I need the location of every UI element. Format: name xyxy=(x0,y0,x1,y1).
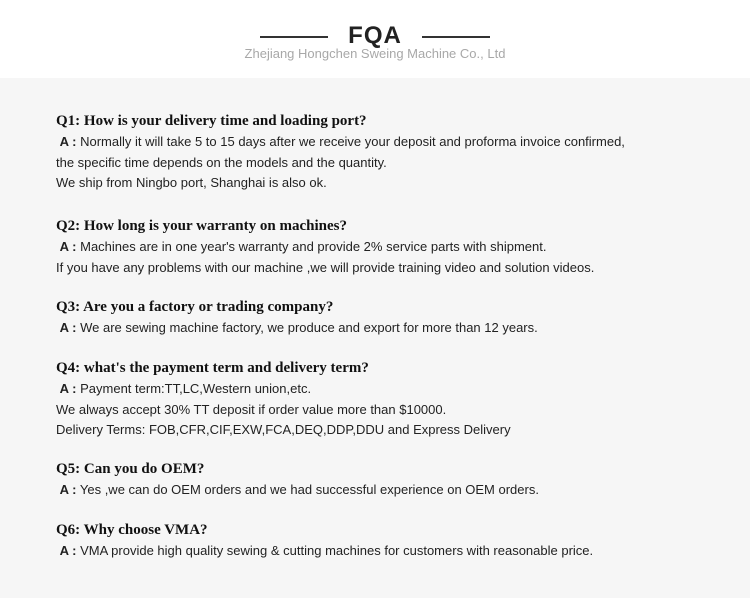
answer-prefix: A : xyxy=(59,320,77,335)
faq-answer-line: the specific time depends on the models and the quantity. xyxy=(56,154,387,170)
faq-question: Q1: How is your delivery time and loading port? xyxy=(56,113,367,129)
answer-text: Normally it will take 5 to 15 days after we receive your deposit and proforma invoice confirmed, xyxy=(80,134,625,149)
page-title: FQA xyxy=(348,22,402,49)
faq-item-6 xyxy=(56,520,736,562)
answer-prefix: A : xyxy=(59,543,77,558)
faq-question: Q3: Are you a factory or trading company? xyxy=(56,299,334,315)
faq-answer-line: We ship from Ningbo port, Shanghai is also ok. xyxy=(56,175,327,190)
answer-text: Payment term:TT,LC,Western union,etc. xyxy=(80,381,312,396)
answer-text: VMA provide high quality sewing & cutting machines for customers with reasonable price. xyxy=(80,543,594,558)
faq-item-1 xyxy=(56,111,736,194)
answer-prefix: A : xyxy=(59,482,77,497)
page-header xyxy=(0,0,750,78)
faq-question: Q2: How long is your warranty on machines? xyxy=(56,218,347,234)
faq-answer-line xyxy=(56,237,736,258)
faq-panel xyxy=(0,78,750,598)
faq-answer-line: If you have any problems with our machine ,we will provide training video and solution videos. xyxy=(56,259,595,275)
faq-question: Q4: what's the payment term and delivery term? xyxy=(56,360,369,376)
faq-item-5 xyxy=(56,459,736,501)
faq-answer-line xyxy=(56,318,736,339)
faq-answer-line xyxy=(56,541,736,562)
faq-item-4 xyxy=(56,358,736,441)
title-rule-right xyxy=(422,36,490,38)
faq-answer-line xyxy=(56,379,736,400)
answer-prefix: A : xyxy=(59,134,77,149)
faq-answer-line xyxy=(56,480,736,501)
faq-answer-line xyxy=(56,132,736,153)
faq-question: Q5: Can you do OEM? xyxy=(56,461,205,477)
answer-text: We are sewing machine factory, we produce and export for more than 12 years. xyxy=(80,320,538,335)
answer-prefix: A : xyxy=(59,239,77,254)
faq-question: Q6: Why choose VMA? xyxy=(56,522,208,538)
answer-prefix: A : xyxy=(59,381,77,396)
faq-answer-line: Delivery Terms: FOB,CFR,CIF,EXW,FCA,DEQ,DDP,DDU and Express Delivery xyxy=(56,422,511,437)
answer-text: Yes ,we can do OEM orders and we had successful experience on OEM orders. xyxy=(79,482,539,497)
faq-item-3 xyxy=(56,297,736,339)
faq-item-2 xyxy=(56,216,736,278)
faq-answer-line: We always accept 30% TT deposit if order value more than $10000. xyxy=(56,401,447,417)
company-name: Zhejiang Hongchen Sweing Machine Co., Ltd xyxy=(244,46,506,61)
answer-text: Machines are in one year's warranty and provide 2% service parts with shipment. xyxy=(80,239,547,254)
